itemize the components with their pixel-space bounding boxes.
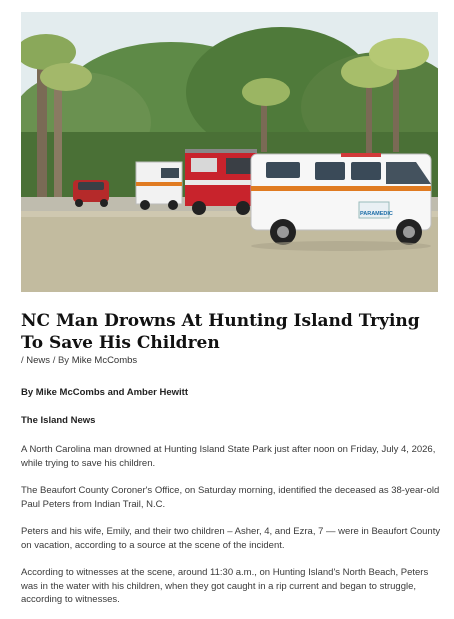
article-paragraph: According to witnesses at the scene, around 11:30 a.m., on Hunting Island's North Beach, Peters was in the water with his children, when they got caught in a rip current and began to struggle, according to witnesses. bbox=[21, 567, 429, 605]
article-paragraph: Peters and his wife, Emily, and their two children – Asher, 4, and Ezra, 7 — were in Beaufort County on vacation, according to a source at the scene of the incident. bbox=[21, 526, 441, 551]
author-link[interactable]: Mike McCombs bbox=[71, 355, 138, 366]
article-paragraph: The Beaufort County Coroner's Office, on Saturday morning, identified the deceased as 38-year-old Paul Peters from Indian Trail, N.C. bbox=[21, 485, 440, 510]
emergency-scene-image bbox=[21, 12, 438, 292]
category-link-news[interactable]: News bbox=[26, 355, 51, 366]
article-byline: By Mike McCombs and Amber Hewitt bbox=[21, 387, 188, 398]
ambulance-label: PARAMEDIC bbox=[360, 211, 393, 217]
article-source: The Island News bbox=[21, 415, 96, 426]
meta-prefix: / bbox=[21, 355, 24, 366]
article-paragraph: A North Carolina man drowned at Hunting Island State Park just after noon on Friday, July 4, 2026, while trying to save his children. bbox=[21, 444, 436, 469]
meta-separator: / By bbox=[52, 355, 70, 366]
article-meta bbox=[21, 355, 441, 367]
hero-photo bbox=[21, 12, 438, 292]
article-title: NC Man Drowns At Hunting Island Trying To Save His Children bbox=[21, 311, 420, 353]
